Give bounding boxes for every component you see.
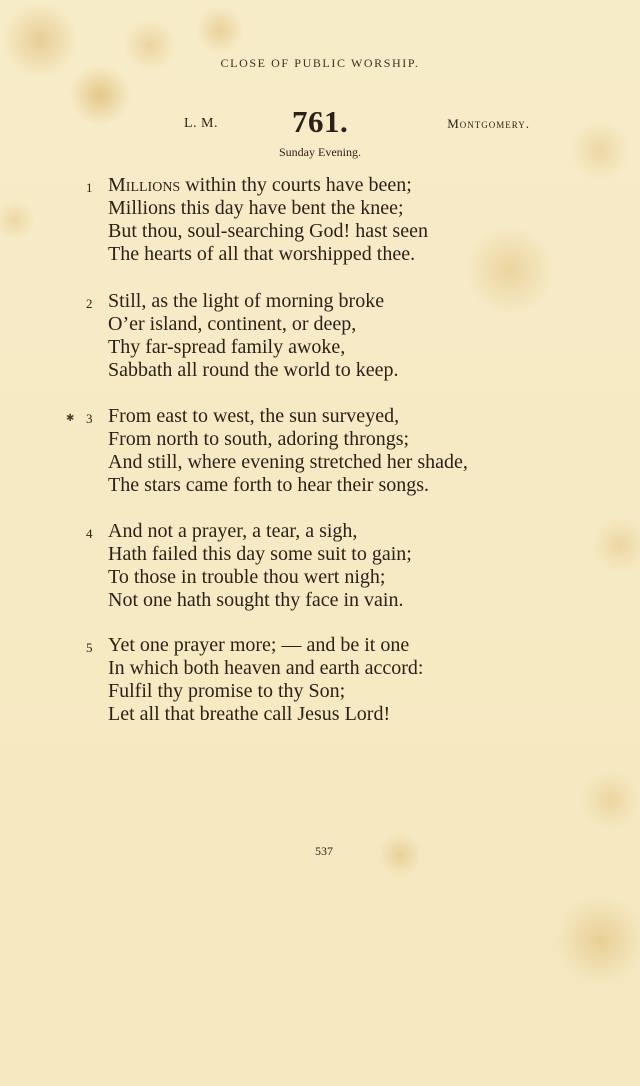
verse-line: Yet one prayer more; — and be it one [108,634,410,656]
verse-line: But thou, soul-searching God! hast seen [108,220,428,242]
verse-line: The hearts of all that worshipped thee. [108,243,416,265]
verse-line: Thy far-spread family awoke, [108,336,346,358]
verse-line: And still, where evening stretched her shade, [108,451,468,473]
stanza-number: 3 [86,411,93,426]
hymn-occasion: Sunday Evening. [279,145,361,159]
verse-line: Sabbath all round the world to keep. [108,359,399,381]
verse-line: From east to west, the sun surveyed, [108,405,400,427]
verse-line: From north to south, adoring throngs; [108,428,410,450]
verse-line: In which both heaven and earth accord: [108,657,424,679]
verse-line: The stars came forth to hear their songs. [108,474,430,496]
verse-line: Millions this day have bent the knee; [108,197,404,219]
page-number: 537 [315,844,333,858]
verse-line-rest: within thy courts have been; [180,174,412,196]
stanza-number: 1 [86,180,93,195]
verse-line: Still, as the light of morning broke [108,290,385,312]
stanza-number: 2 [86,296,93,311]
verse-line: And not a prayer, a tear, a sigh, [108,520,358,542]
verse-line: Let all that breathe call Jesus Lord! [108,703,391,725]
hymn-header [184,104,530,140]
verse-line: To those in trouble thou wert nigh; [108,566,386,588]
hymn-meter: L. M. [184,116,218,131]
running-head: CLOSE OF PUBLIC WORSHIP. [220,56,420,70]
hymn-author: Montgomery. [447,116,530,131]
verse-line-lead: Millions [108,174,181,196]
verse-line: Hath failed this day some suit to gain; [108,543,412,565]
verse-line: Fulfil thy promise to thy Son; [108,680,346,702]
verse-line: Not one hath sought thy face in vain. [108,589,404,611]
verse-line: O’er island, continent, or deep, [108,313,357,335]
verse-line [108,174,412,197]
stanza-number: 5 [86,640,93,655]
stanza-number: 4 [86,526,93,541]
hymn-number: 761. [292,104,349,139]
margin-mark: ✱ [66,413,75,424]
